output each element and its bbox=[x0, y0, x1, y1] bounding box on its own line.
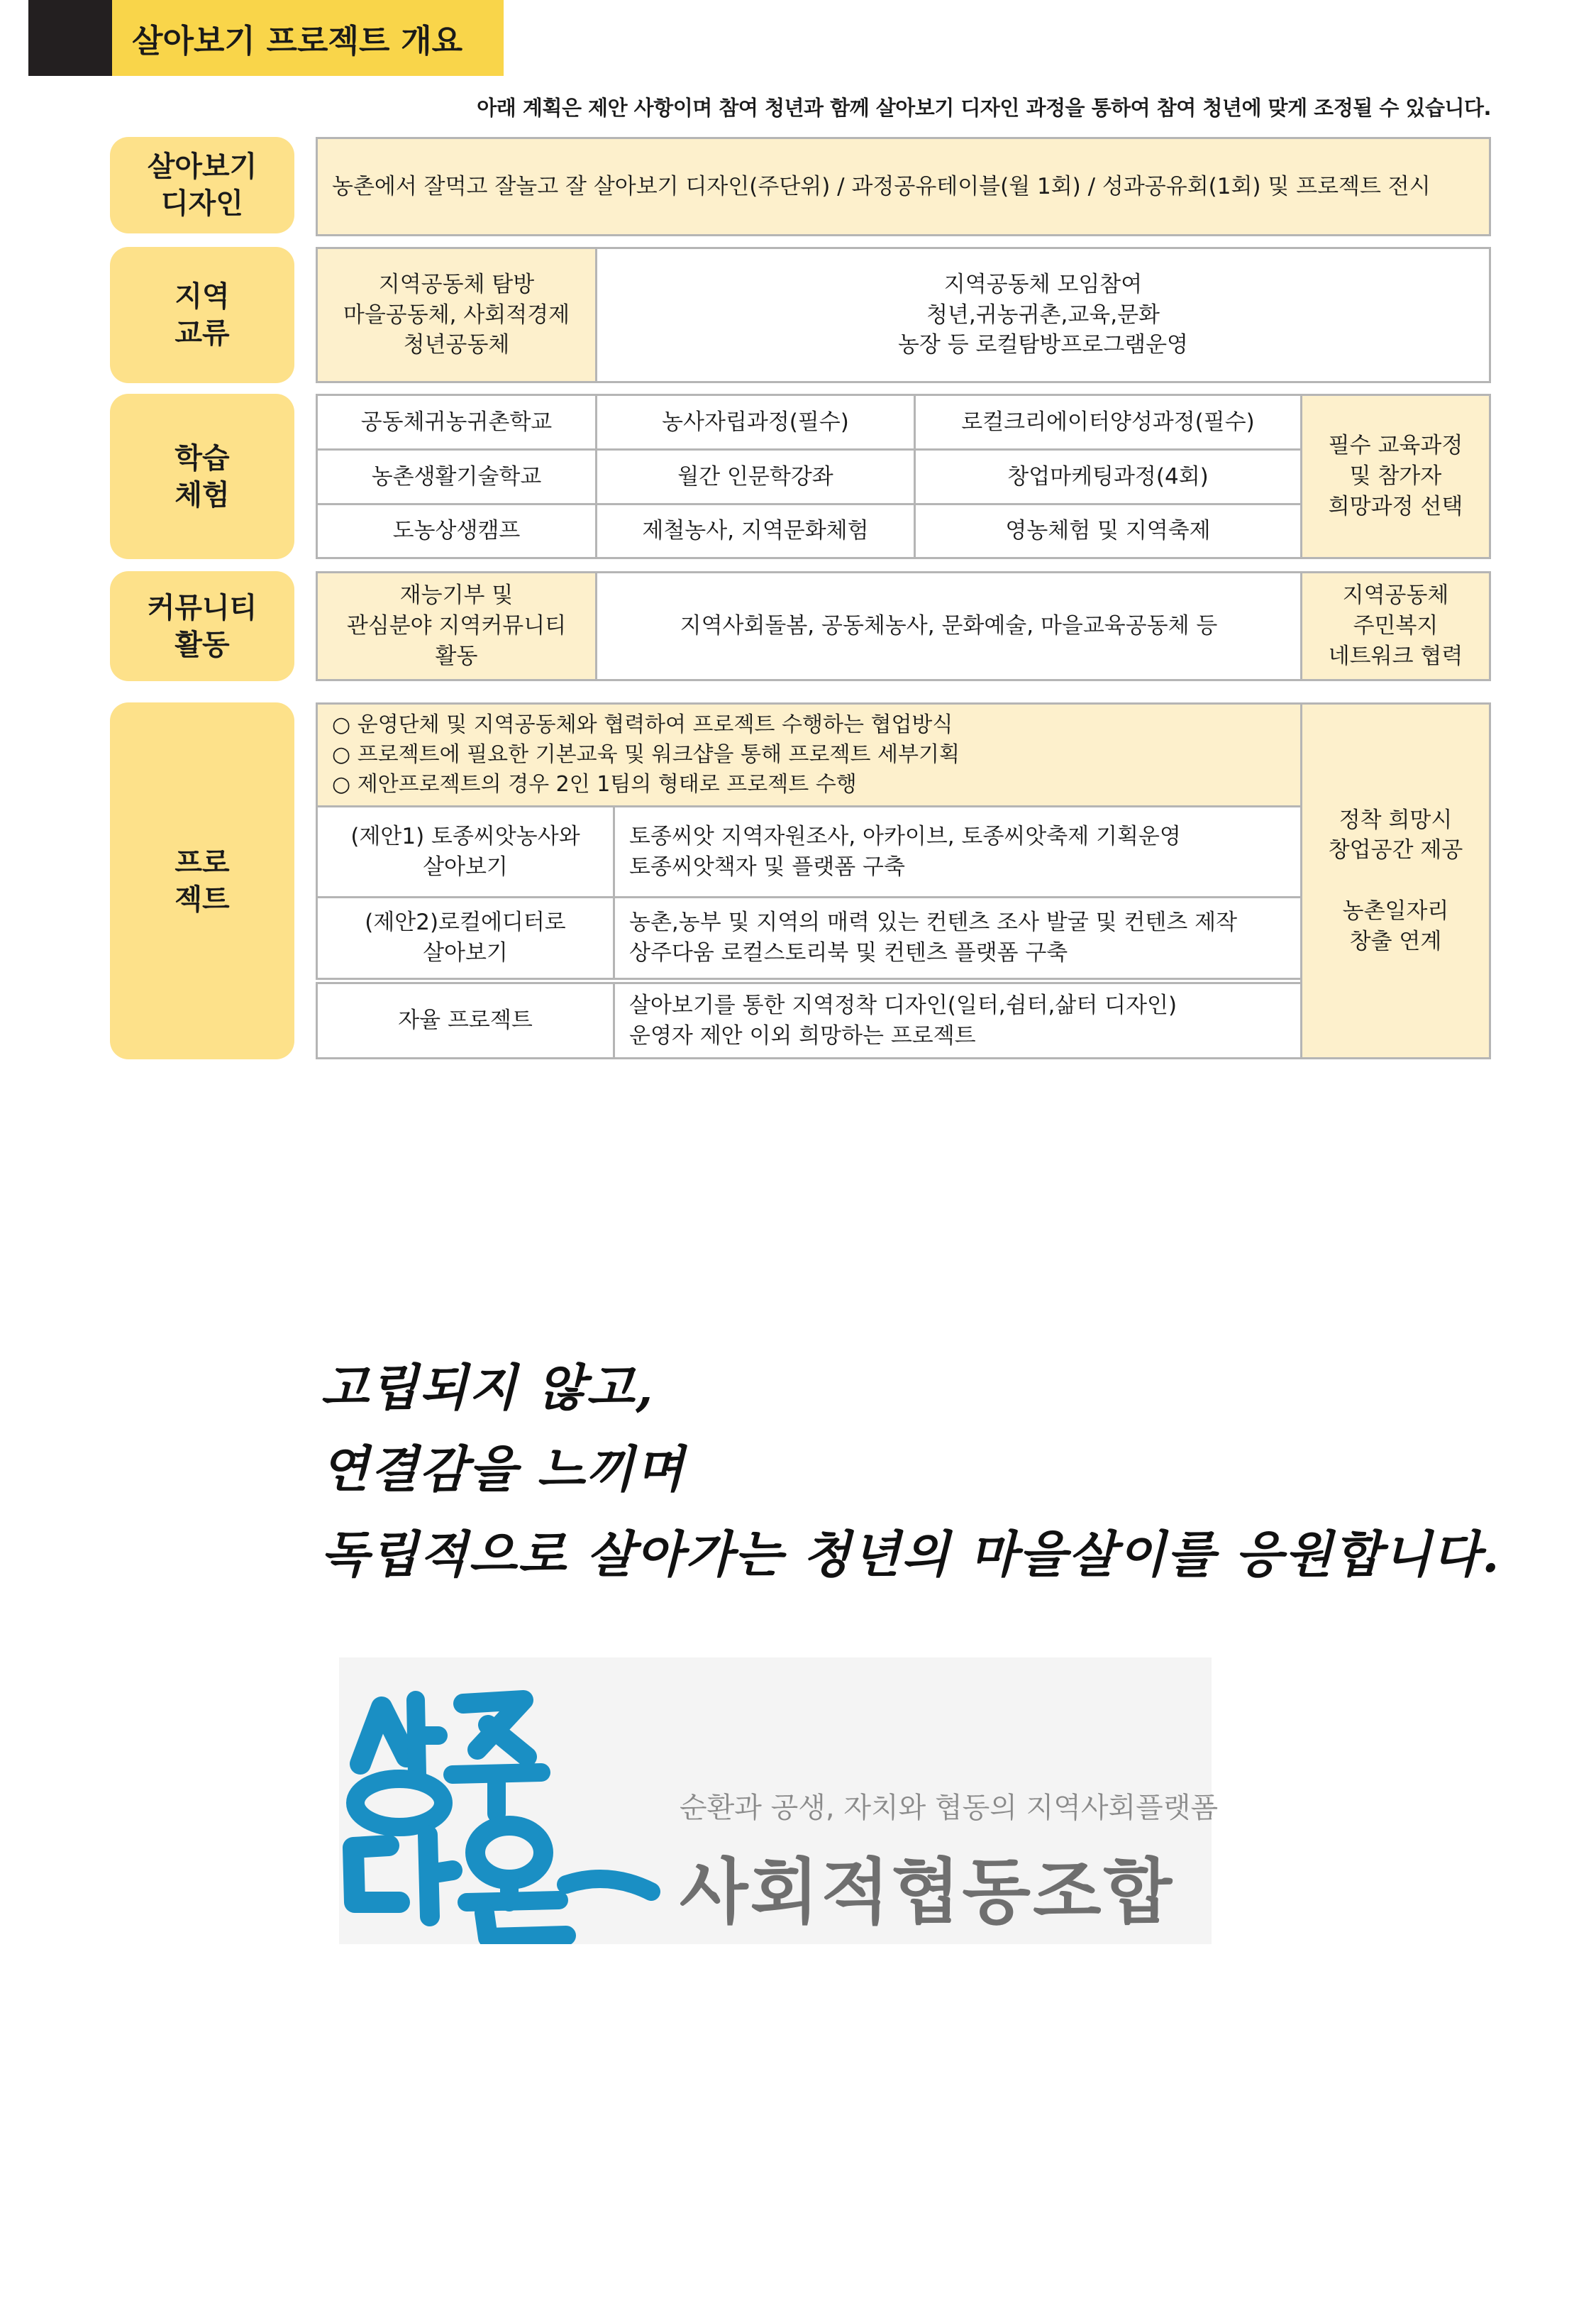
logo-organization-name: 사회적협동조합 bbox=[680, 1850, 1175, 1933]
message-line-1: 고립되지 않고, bbox=[321, 1358, 655, 1417]
message-line-2: 연결감을 느끼며 bbox=[321, 1440, 685, 1499]
design-description: 농촌에서 잘먹고 잘놀고 잘 살아보기 디자인(주단위) / 과정공유테이블(월 1회) / 성과공유회(1회) 및 프로젝트 전시 bbox=[316, 137, 1491, 236]
exchange-tour: 지역공동체 탐방 마을공동체, 사회적경제 청년공동체 bbox=[316, 247, 597, 383]
organization-logo bbox=[339, 1657, 1219, 1944]
project-intro: ○ 운영단체 및 지역공동체와 협력하여 프로젝트 수행하는 협업방식 ○ 프로젝트에 필요한 기본교육 및 워크샵을 통해 프로젝트 세부기획 ○ 제안프로젝트의 경우 2인 1팀의 형태로 프로젝트 수행 bbox=[316, 702, 1302, 807]
learning-course: 제철농사, 지역문화체험 bbox=[595, 503, 916, 559]
category-exchange: 지역 교류 bbox=[110, 247, 294, 383]
exchange-participation: 지역공동체 모임참여 청년,귀농귀촌,교육,문화 농장 등 로컬탐방프로그램운영 bbox=[595, 247, 1491, 383]
learning-selection-note: 필수 교육과정 및 참가자 희망과정 선택 bbox=[1300, 394, 1491, 559]
learning-course: 영농체험 및 지역축제 bbox=[914, 503, 1302, 559]
learning-course: 농촌생활기술학교 bbox=[316, 448, 597, 505]
project-description: 살아보기를 통한 지역정착 디자인(일터,쉼터,삶터 디자인) 운영자 제안 이외 희망하는 프로젝트 bbox=[613, 982, 1302, 1059]
community-activities: 지역사회돌봄, 공동체농사, 문화예술, 마을교육공동체 등 bbox=[595, 571, 1302, 681]
category-community: 커뮤니티 활동 bbox=[110, 571, 294, 681]
project-support: 정착 희망시 창업공간 제공 농촌일자리 창출 연계 bbox=[1300, 702, 1491, 1059]
learning-course: 도농상생캠프 bbox=[316, 503, 597, 559]
plan-note: 아래 계획은 제안 사항이며 참여 청년과 함께 살아보기 디자인 과정을 통하여 참여 청년에 맞게 조정될 수 있습니다. bbox=[477, 96, 1491, 120]
learning-course: 월간 인문학강좌 bbox=[595, 448, 916, 505]
project-name: (제안2)로컬에디터로 살아보기 bbox=[316, 896, 615, 980]
sangju-daon-logo-icon bbox=[339, 1657, 665, 1944]
category-design: 살아보기 디자인 bbox=[110, 137, 294, 233]
learning-course: 농사자립과정(필수) bbox=[595, 394, 916, 451]
learning-course: 로컬크리에이터양성과정(필수) bbox=[914, 394, 1302, 451]
category-learning: 학습 체험 bbox=[110, 394, 294, 559]
header-accent-bar bbox=[28, 0, 112, 76]
learning-course: 공동체귀농귀촌학교 bbox=[316, 394, 597, 451]
community-talent: 재능기부 및 관심분야 지역커뮤니티 활동 bbox=[316, 571, 597, 681]
project-description: 농촌,농부 및 지역의 매력 있는 컨텐츠 조사 발굴 및 컨텐츠 제작 상주다움 로컬스토리북 및 컨텐츠 플랫폼 구축 bbox=[613, 896, 1302, 980]
project-name: 자율 프로젝트 bbox=[316, 982, 615, 1059]
message-line-3: 독립적으로 살아가는 청년의 마을살이를 응원합니다. bbox=[321, 1525, 1501, 1584]
project-name: (제안1) 토종씨앗농사와 살아보기 bbox=[316, 805, 615, 898]
page-title: 살아보기 프로젝트 개요 bbox=[112, 0, 504, 76]
community-network: 지역공동체 주민복지 네트워크 협력 bbox=[1300, 571, 1491, 681]
project-description: 토종씨앗 지역자원조사, 아카이브, 토종씨앗축제 기획운영 토종씨앗책자 및 플랫폼 구축 bbox=[613, 805, 1302, 898]
logo-tagline: 순환과 공생, 자치와 협동의 지역사회플랫폼 bbox=[680, 1792, 1219, 1824]
learning-course: 창업마케팅과정(4회) bbox=[914, 448, 1302, 505]
category-project: 프로 젝트 bbox=[110, 702, 294, 1059]
